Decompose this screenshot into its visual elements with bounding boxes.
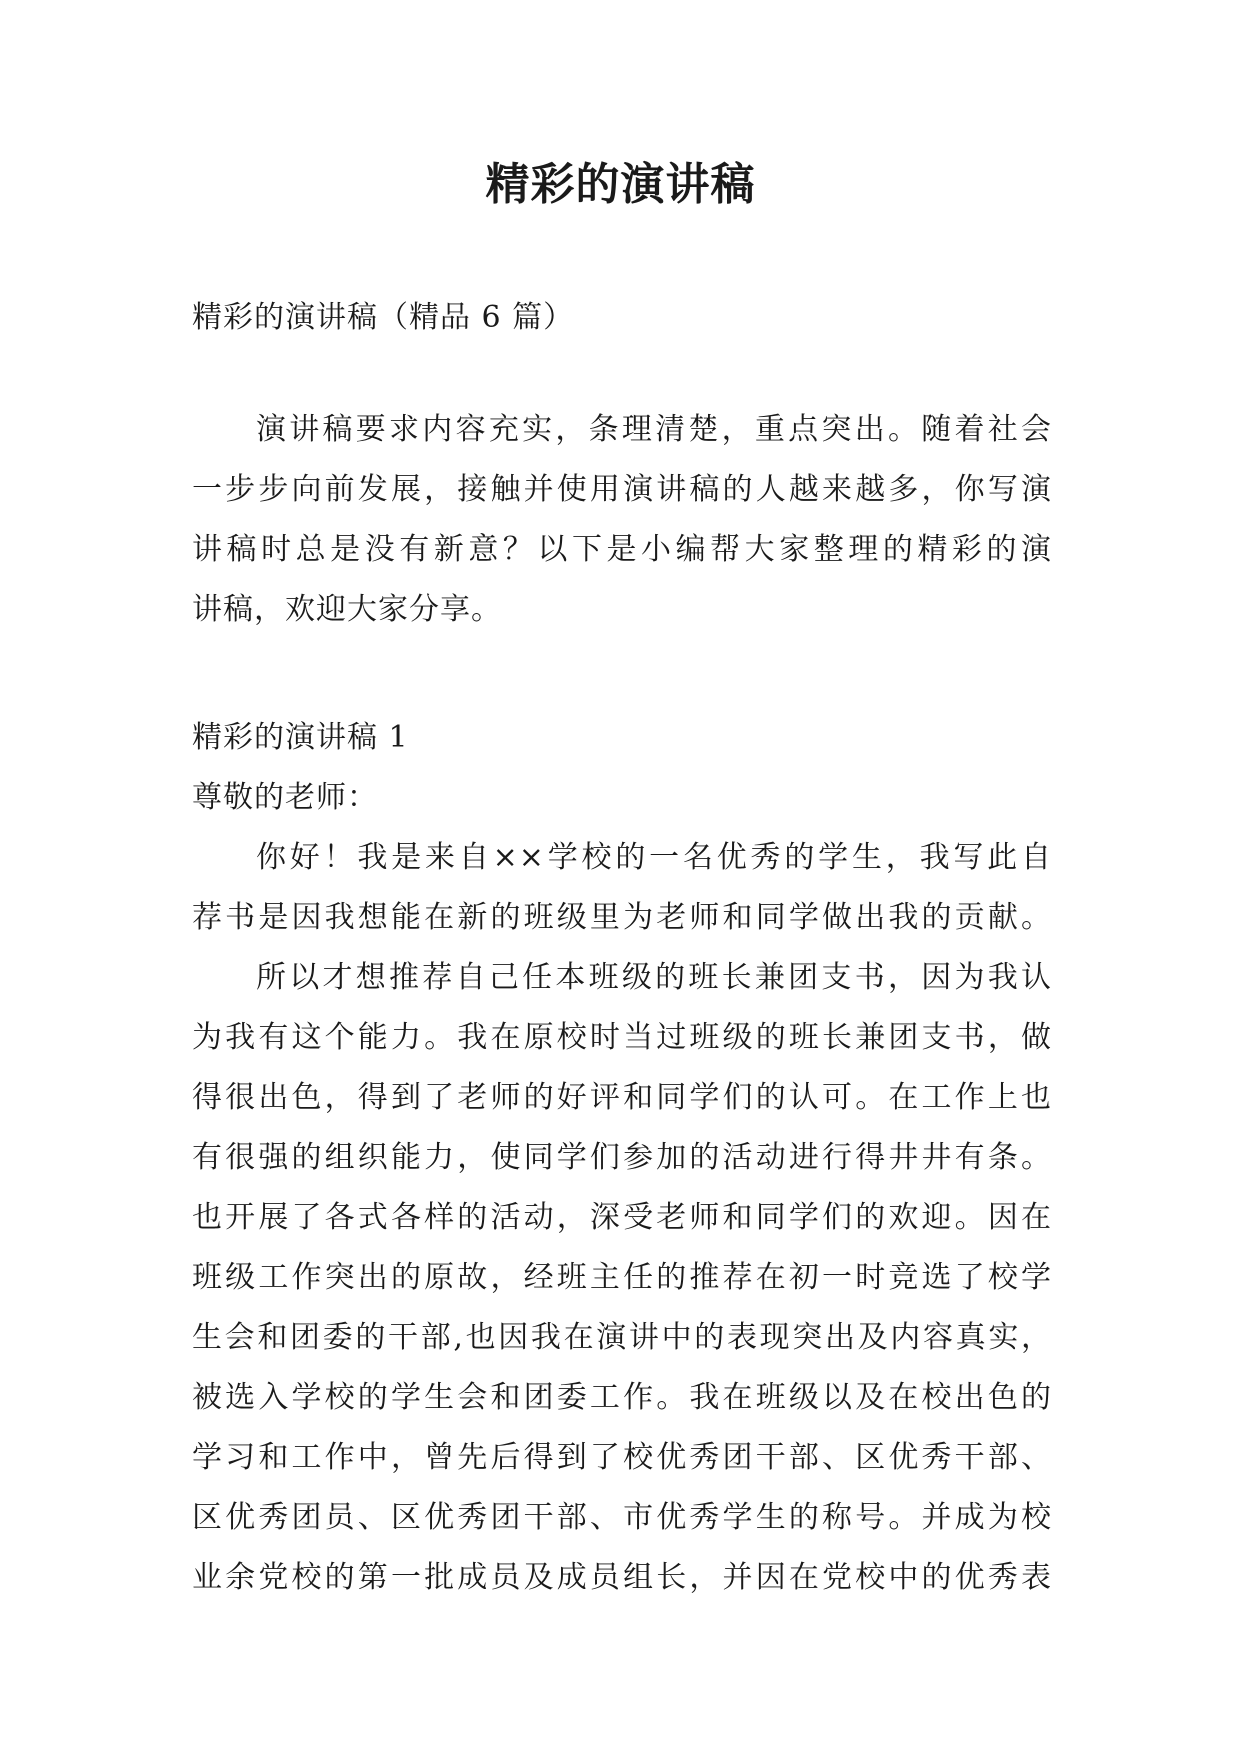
document-subtitle: 精彩的演讲稿（精品 6 篇） bbox=[192, 300, 575, 335]
paragraph-line: 所以才想推荐自己任本班级的班长兼团支书，因为我认 bbox=[256, 960, 1052, 995]
spacer bbox=[192, 640, 1052, 700]
intro-line: 一步步向前发展，接触并使用演讲稿的人越来越多，你写演 bbox=[192, 472, 1052, 507]
paragraph-line: 班级工作突出的原故，经班主任的推荐在初一时竞选了校学 bbox=[192, 1260, 1052, 1295]
paragraph-line: 业余党校的第一批成员及成员组长，并因在党校中的优秀表 bbox=[192, 1560, 1052, 1595]
intro-line: 演讲稿要求内容充实，条理清楚，重点突出。随着社会 bbox=[256, 412, 1052, 447]
salutation: 尊敬的老师： bbox=[192, 780, 378, 815]
paragraph-line: 学习和工作中，曾先后得到了校优秀团干部、区优秀干部、 bbox=[192, 1440, 1052, 1475]
paragraph-line: 得很出色，得到了老师的好评和同学们的认可。在工作上也 bbox=[192, 1080, 1052, 1115]
paragraph-line: 区优秀团员、区优秀团干部、市优秀学生的称号。并成为校 bbox=[192, 1500, 1052, 1535]
spacer bbox=[192, 348, 1052, 408]
paragraph-1 bbox=[192, 828, 1052, 948]
paragraph-line: 有很强的组织能力，使同学们参加的活动进行得井井有条。 bbox=[192, 1140, 1052, 1175]
paragraph-line: 也开展了各式各样的活动，深受老师和同学们的欢迎。因在 bbox=[192, 1200, 1052, 1235]
paragraph-line: 荐书是因我想能在新的班级里为老师和同学做出我的贡献。 bbox=[192, 900, 1052, 935]
paragraph-line: 为我有这个能力。我在原校时当过班级的班长兼团支书，做 bbox=[192, 1020, 1052, 1055]
intro-line: 讲稿时总是没有新意？以下是小编帮大家整理的精彩的演 bbox=[192, 532, 1052, 567]
paragraph-2 bbox=[192, 948, 1052, 1608]
section-title: 精彩的演讲稿 1 bbox=[192, 720, 409, 755]
paragraph-line: 你好！我是来自××学校的一名优秀的学生，我写此自 bbox=[256, 840, 1052, 875]
document-body bbox=[192, 288, 1052, 1608]
paragraph-line: 被选入学校的学生会和团委工作。我在班级以及在校出色的 bbox=[192, 1380, 1052, 1415]
document-title: 精彩的演讲稿 bbox=[485, 159, 756, 210]
paragraph-line: 生会和团委的干部,也因我在演讲中的表现突出及内容真实， bbox=[192, 1320, 1052, 1355]
intro-line: 讲稿，欢迎大家分享。 bbox=[192, 592, 502, 627]
intro-paragraph bbox=[192, 400, 1052, 640]
